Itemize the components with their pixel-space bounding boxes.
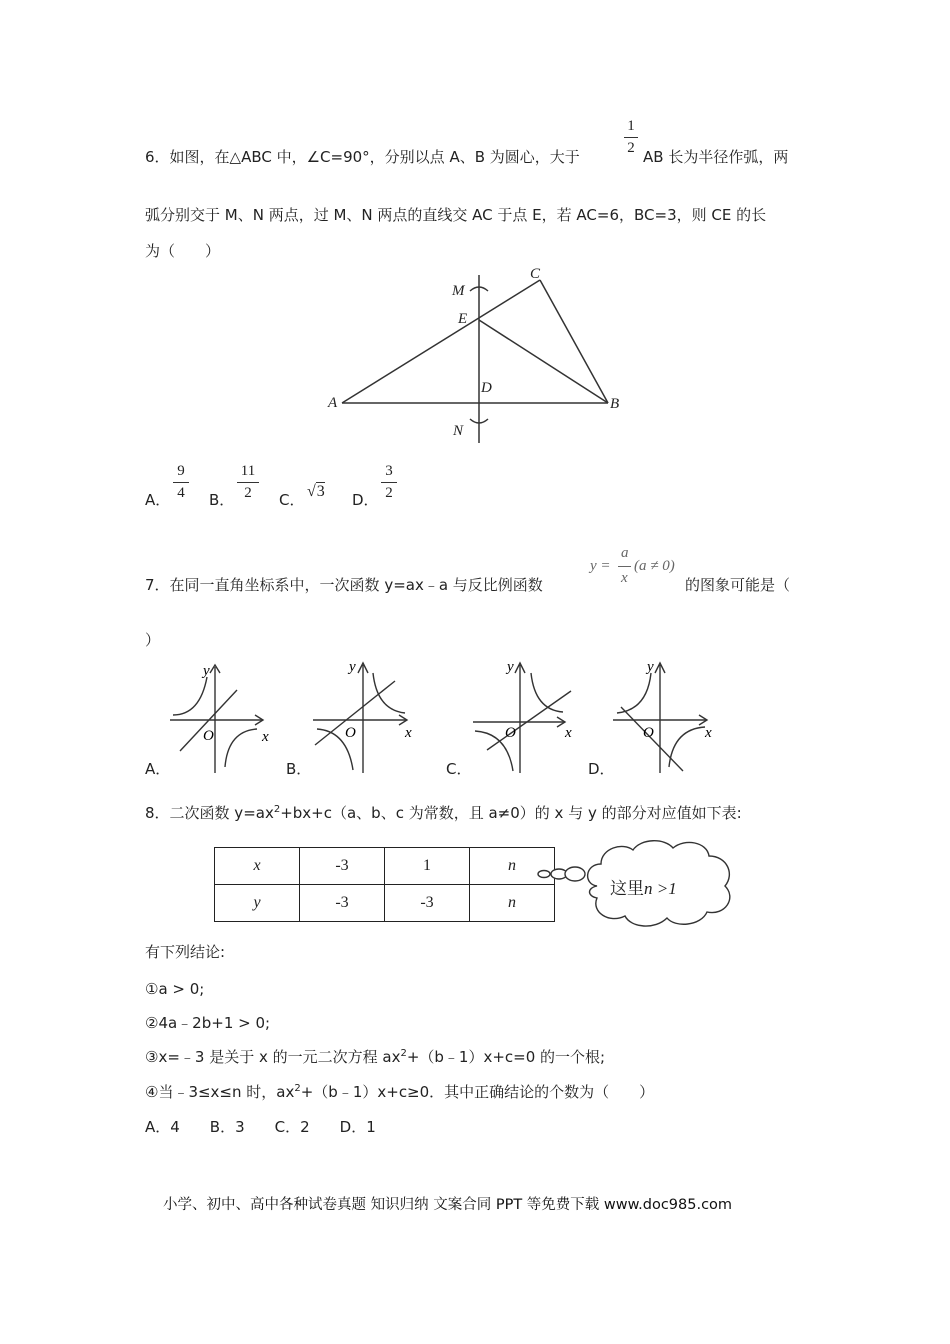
q7-option-b: B． [286, 760, 312, 778]
x-axis-label: x [405, 725, 412, 741]
q6-line1-end [643, 150, 788, 165]
table-cell: 1 [385, 848, 470, 885]
hyperbola-branch-upper [617, 673, 651, 713]
frac-num: 3 [385, 463, 393, 479]
table-cell: n [470, 848, 555, 885]
q7-option-a: A． [145, 760, 171, 778]
table-cell: n [470, 885, 555, 922]
segment-eb [479, 320, 608, 403]
frac-num: 11 [240, 463, 256, 479]
q7-graph-b [305, 655, 420, 775]
hyperbola-branch-lower [669, 727, 705, 767]
segment-ac [342, 280, 540, 403]
origin-label: O [643, 725, 654, 741]
q7-line1-end: 的图象可能是（ [685, 576, 791, 594]
q7-formula [590, 546, 685, 591]
q6-line3: 为（ ） [145, 242, 221, 260]
segment-cb [540, 280, 608, 403]
c4-pre: ④当﹣3≤x≤n 时，ax [145, 1083, 295, 1101]
page-footer: 小学、初中、高中各种试卷真题 知识归纳 文案合同 PPT 等免费下载 www.doc985.com [163, 1197, 733, 1213]
q6-line1 [145, 150, 580, 165]
q8-conclusion-4 [145, 1084, 654, 1100]
frac-den: 2 [385, 485, 393, 501]
q6-option-c-label: C． [279, 491, 305, 509]
c3-post: +（b﹣1）x+c=0 的一个根; [406, 1048, 606, 1066]
q6-text-line1: 6．如图，在△ABC 中，∠C=90°，分别以点 A、B 为圆心，大于 [145, 148, 580, 166]
q6-line2: 弧分别交于 M、N 两点，过 M、N 两点的直线交 AC 于点 E，若 AC=6，BC=3，则 CE 的长 [145, 206, 767, 224]
hyperbola-branch-upper [373, 673, 405, 713]
sqrt-radicand: 3 [316, 483, 325, 500]
q6-option-c-sqrt: √3 [307, 483, 325, 500]
cloud-text: 这里 [610, 879, 644, 899]
table-cell: -3 [300, 848, 385, 885]
y-axis-label: y [349, 659, 356, 675]
label-d: D [481, 380, 492, 396]
q7-graph-d [605, 655, 720, 775]
q6-half-fraction [624, 118, 638, 157]
fraction-bar [173, 482, 189, 483]
q6-text-line1-end: AB 长为半径作弧，两 [643, 148, 789, 166]
label-c: C [530, 266, 541, 282]
x-axis-label: x [705, 725, 712, 741]
q7-option-c: C． [446, 760, 472, 778]
y-axis-label: y [507, 659, 514, 675]
formula-den: x [621, 570, 628, 586]
frac-den: 4 [177, 485, 185, 501]
y-axis-label: y [203, 663, 210, 679]
frac-num: 9 [177, 463, 185, 479]
x-axis-label: x [262, 729, 269, 745]
q6-option-a-fraction [173, 463, 189, 502]
fraction-bar [618, 566, 631, 567]
q7-graph-a [165, 655, 280, 775]
superscript: 2 [294, 1083, 301, 1094]
q8-value-table [214, 847, 555, 922]
table-cell: x [215, 848, 300, 885]
q8-text-post: +bx+c（a、b、c 为常数，且 a≠0）的 x 与 y 的部分对应值如下表: [280, 804, 742, 822]
hyperbola-branch-upper [173, 677, 207, 715]
frac-den: 2 [244, 485, 252, 501]
superscript: 2 [273, 804, 281, 815]
q8-conclusion-3 [145, 1049, 605, 1065]
q6-half-den: 2 [627, 140, 635, 156]
q6-option-d-label: D． [352, 491, 379, 509]
q6-option-b-fraction [237, 463, 259, 502]
cloud-bubble-large [565, 867, 585, 881]
superscript: 2 [400, 1048, 407, 1059]
x-axis-label: x [565, 725, 572, 741]
fraction-bar [624, 137, 638, 138]
cloud-bubble-small [538, 871, 550, 878]
q8-intro: 有下列结论: [145, 943, 226, 961]
label-e: E [458, 311, 468, 327]
q6-option-d-fraction [381, 463, 397, 502]
hyperbola-branch-lower [225, 729, 257, 767]
q8-conclusion-1: ①a > 0; [145, 980, 205, 998]
formula-num: a [621, 545, 629, 561]
table-cell: -3 [385, 885, 470, 922]
formula-y: y = [590, 558, 611, 574]
fraction-bar [237, 482, 259, 483]
cloud-math: n >1 [644, 879, 677, 898]
q8-options: A．4 B．3 C．2 D．1 [145, 1118, 376, 1136]
c3-pre: ③x=﹣3 是关于 x 的一元二次方程 ax [145, 1048, 401, 1066]
label-n: N [453, 423, 464, 439]
label-a: A [328, 395, 338, 411]
q7-graph-c [465, 655, 580, 775]
origin-label: O [203, 728, 214, 744]
q6-option-b-label: B． [209, 491, 235, 509]
q8-cloud-text [610, 880, 677, 898]
origin-label: O [505, 725, 516, 741]
formula-condition: (a ≠ 0) [634, 558, 675, 574]
q8-text-pre: 8．二次函数 y=ax [145, 804, 274, 822]
q7-line1: 7．在同一直角坐标系中，一次函数 y=ax﹣a 与反比例函数 [145, 576, 543, 594]
q6-option-a-label: A． [145, 491, 171, 509]
table-row [215, 885, 555, 922]
q7-line2: ） [145, 631, 161, 649]
table-row [215, 848, 555, 885]
origin-label: O [345, 725, 356, 741]
q6-half-num: 1 [627, 118, 635, 134]
table-cell: y [215, 885, 300, 922]
label-m: M [452, 283, 465, 299]
q7-option-d: D． [588, 760, 615, 778]
q8-conclusion-2: ②4a﹣2b+1 > 0; [145, 1014, 271, 1032]
table-cell: -3 [300, 885, 385, 922]
q6-triangle-figure [320, 265, 630, 450]
c4-post: +（b﹣1）x+c≥0．其中正确结论的个数为（ ） [300, 1083, 655, 1101]
fraction-bar [381, 482, 397, 483]
y-axis-label: y [647, 659, 654, 675]
hyperbola-branch-upper [531, 673, 563, 712]
q8-line1 [145, 805, 742, 821]
label-b: B [610, 396, 620, 412]
